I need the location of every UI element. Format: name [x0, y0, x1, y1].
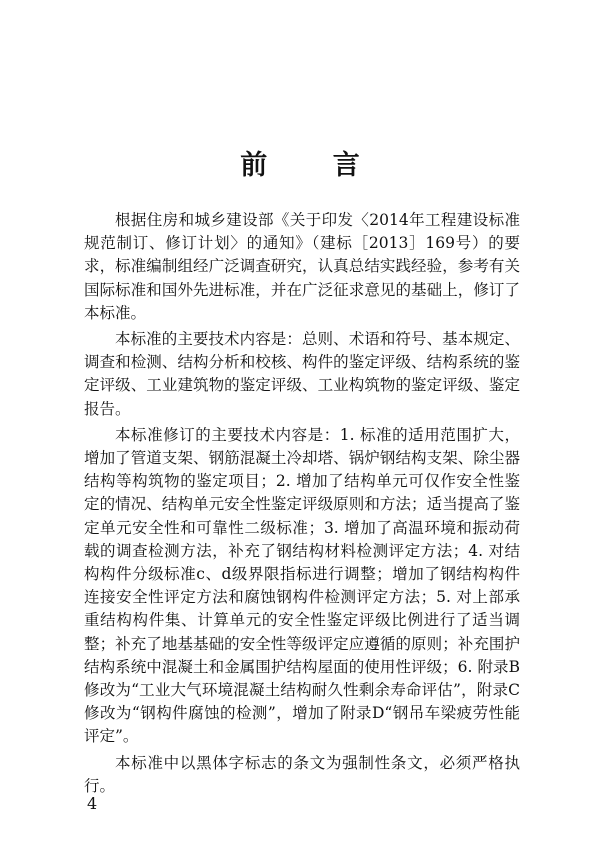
paragraph-mandatory-clauses: 本标准中以黑体字标志的条文为强制性条文，必须严格执行。	[84, 753, 520, 795]
page-title: 前 言	[240, 150, 388, 181]
body-text	[84, 209, 520, 801]
paragraph-revision-content: 本标准修订的主要技术内容是：1. 标准的适用范围扩大，增加了管道支架、钢筋混凝土冷却塔、锅炉钢结构支架、除尘器结构等构筑物的鉴定项目；2. 增加了结构单元可仅作安全性鉴定的情况、结构单元安全性鉴定评级原则和方法；适当提高了鉴定单元安全性和可靠性二级标准；3. 增加了高温环境和振动荷载的调查检测方法，补充了钢结构材料检测评定方法；4. 对结构构件分级标准c、d级界限指标进行调整；增加了钢结构构件连接安全性评定方法和腐蚀钢构件检测评定方法；5. 对上部承重结构构件集、计算单元的安全性鉴定评级比例进行了适当调整；补充了地基基础的安全性等级评定应遵循的原则；补充围护结构系统中混凝土和金属围护结构屋面的使用性评级；6. 附录B修改为“工业大气环境混凝土结构耐久性剩余寿命评估”，附录C修改为“钢构件腐蚀的检测”，增加了附录D“钢吊车梁疲劳性能评定”。	[84, 425, 520, 746]
page-number: 4	[87, 794, 98, 813]
paragraph-revision-basis: 根据住房和城乡建设部《关于印发〈2014年工程建设标准规范制订、修订计划〉的通知》（建标［2013］169号）的要求，标准编制组经广泛调查研究，认真总结实践经验，参考有关国际标准和国外先进标准，并在广泛征求意见的基础上，修订了本标准。	[84, 211, 520, 322]
paragraph-main-content: 本标准的主要技术内容是：总则、术语和符号、基本规定、调查和检测、结构分析和校核、构件的鉴定评级、结构系统的鉴定评级、工业建筑物的鉴定评级、工业构筑物的鉴定评级、鉴定报告。	[84, 330, 520, 418]
